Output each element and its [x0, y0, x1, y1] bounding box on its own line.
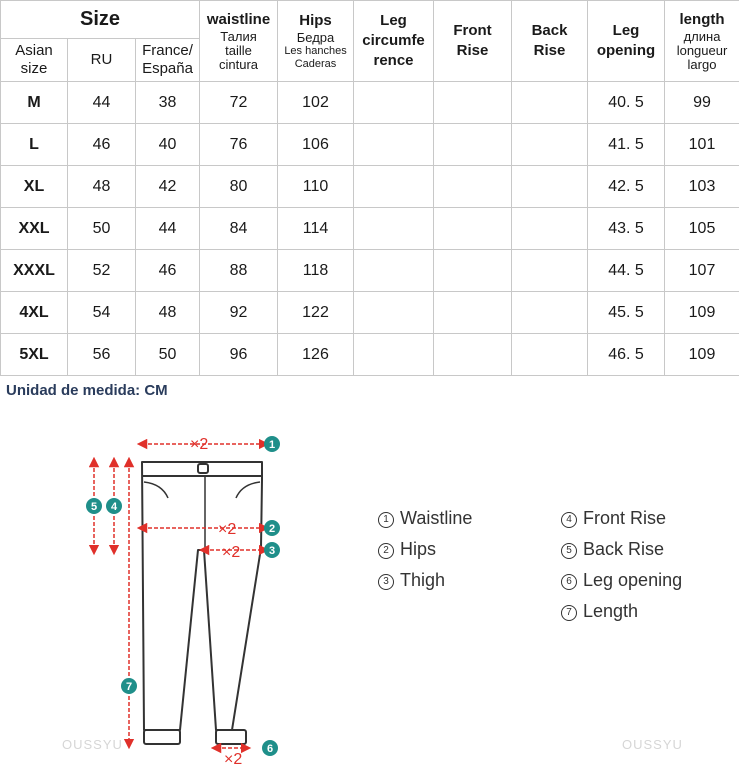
front-rise-line1: Front — [453, 22, 492, 39]
cell-length: 107 — [665, 250, 739, 292]
cell-length: 109 — [665, 334, 739, 376]
legend-item — [561, 601, 638, 622]
cell-hips: 122 — [278, 292, 354, 334]
legend-label: Front Rise — [583, 508, 667, 528]
cell-eu: 50 — [136, 334, 200, 376]
header-row-1 — [1, 1, 739, 39]
legend-number: 6 — [561, 574, 577, 590]
legend-label: Back Rise — [583, 539, 665, 559]
waistline-header — [200, 1, 278, 82]
waistline-title: waistline — [206, 11, 271, 28]
cell-front-rise — [434, 334, 512, 376]
svg-text:1: 1 — [268, 439, 276, 451]
left-pocket — [144, 482, 168, 498]
cell-waist: 92 — [200, 292, 278, 334]
cell-leg-opening: 40. 5 — [588, 82, 665, 124]
leg-circ-line1: Leg — [380, 12, 407, 29]
cell-waist: 84 — [200, 208, 278, 250]
watermark-left: OUSSYU — [62, 737, 123, 752]
cell-ru: 54 — [68, 292, 136, 334]
france-espana-header — [136, 39, 200, 82]
cell-eu: 44 — [136, 208, 200, 250]
cell-hips: 110 — [278, 166, 354, 208]
cell-leg-opening: 44. 5 — [588, 250, 665, 292]
legend-number: 3 — [378, 574, 394, 590]
legend-label: Length — [583, 601, 639, 621]
table-row — [1, 250, 739, 292]
size-cell: 5XL — [1, 334, 68, 376]
legend-item — [561, 570, 682, 591]
legend-item — [561, 508, 666, 529]
leg-opening-line2: opening — [596, 42, 656, 59]
cell-leg-circ — [354, 124, 434, 166]
svg-text:2: 2 — [268, 523, 276, 535]
cell-leg-opening: 46. 5 — [588, 334, 665, 376]
leg-circumference-header — [354, 1, 434, 82]
cell-hips: 106 — [278, 124, 354, 166]
watermark-right: OUSSYU — [622, 737, 683, 752]
back-rise-line2: Rise — [533, 42, 566, 59]
marker-4 — [106, 498, 122, 514]
cell-ru: 52 — [68, 250, 136, 292]
cell-front-rise — [434, 124, 512, 166]
waistline-sub-fr: taille — [225, 43, 252, 58]
cell-leg-opening: 42. 5 — [588, 166, 665, 208]
front-rise-header — [434, 1, 512, 82]
size-header: Size — [1, 1, 200, 39]
length-header — [665, 1, 739, 82]
leg-opening-line1: Leg — [612, 22, 640, 39]
back-rise-line1: Back — [531, 22, 568, 39]
cell-hips: 126 — [278, 334, 354, 376]
cell-ru: 46 — [68, 124, 136, 166]
hips-sub-es: Caderas — [294, 58, 337, 70]
svg-text:3: 3 — [268, 545, 276, 557]
hips-title: Hips — [299, 12, 332, 29]
espana-line: España — [142, 60, 193, 77]
svg-text:6: 6 — [266, 743, 274, 755]
svg-text:7: 7 — [125, 681, 133, 693]
cell-length: 105 — [665, 208, 739, 250]
asian-size-line2: size — [20, 60, 48, 77]
legend-label: Hips — [400, 539, 437, 559]
cell-back-rise — [512, 82, 588, 124]
cell-leg-circ — [354, 166, 434, 208]
legend-number: 5 — [561, 543, 577, 559]
cell-length: 101 — [665, 124, 739, 166]
legend-item — [378, 570, 445, 591]
length-sub-ru: длина — [683, 29, 721, 44]
cell-length: 109 — [665, 292, 739, 334]
cell-back-rise — [512, 292, 588, 334]
size-cell: M — [1, 82, 68, 124]
table-row — [1, 82, 739, 124]
cell-waist: 76 — [200, 124, 278, 166]
cell-eu: 46 — [136, 250, 200, 292]
legend-number: 7 — [561, 605, 577, 621]
pants-outline — [142, 462, 262, 744]
cell-length: 103 — [665, 166, 739, 208]
cell-leg-circ — [354, 334, 434, 376]
legend-label: Waistline — [400, 508, 473, 528]
cell-leg-circ — [354, 250, 434, 292]
cell-ru: 44 — [68, 82, 136, 124]
length-title: length — [679, 11, 725, 28]
size-cell: L — [1, 124, 68, 166]
cell-leg-opening: 45. 5 — [588, 292, 665, 334]
cell-leg-opening: 41. 5 — [588, 124, 665, 166]
table-row — [1, 124, 739, 166]
waistline-sub-ru: Талия — [220, 29, 257, 44]
legend-number: 2 — [378, 543, 394, 559]
pants-silhouette — [142, 462, 262, 730]
right-cuff — [216, 730, 246, 744]
measurement-lines — [94, 444, 264, 748]
cell-leg-opening: 43. 5 — [588, 208, 665, 250]
cell-eu: 38 — [136, 82, 200, 124]
cell-front-rise — [434, 82, 512, 124]
cell-front-rise — [434, 208, 512, 250]
leg-opening-multiplier: ×2 — [224, 751, 243, 768]
length-sub-es: largo — [687, 57, 717, 72]
legend-label: Thigh — [400, 570, 446, 590]
unit-note: Unidad de medida: CM — [6, 382, 168, 399]
table-row — [1, 292, 739, 334]
cell-ru: 50 — [68, 208, 136, 250]
table-row — [1, 208, 739, 250]
legend-label: Leg opening — [583, 570, 683, 590]
size-cell: XXXL — [1, 250, 68, 292]
size-chart-table — [0, 0, 739, 376]
back-rise-header — [512, 1, 588, 82]
marker-3 — [264, 542, 280, 558]
legend-item — [378, 508, 472, 529]
thigh-multiplier: ×2 — [222, 544, 241, 561]
size-cell: XXL — [1, 208, 68, 250]
cell-leg-circ — [354, 292, 434, 334]
cell-waist: 72 — [200, 82, 278, 124]
front-rise-line2: Rise — [456, 42, 489, 59]
table-row — [1, 334, 739, 376]
ru-header: RU — [68, 39, 136, 82]
waistline-multiplier: ×2 — [190, 436, 209, 453]
leg-circ-line3: rence — [373, 52, 414, 69]
cell-hips: 114 — [278, 208, 354, 250]
legend-item — [378, 539, 436, 560]
svg-text:4: 4 — [110, 501, 118, 513]
cell-back-rise — [512, 334, 588, 376]
legend-number: 1 — [378, 512, 394, 528]
asian-size-line1: Asian — [15, 42, 53, 59]
marker-2 — [264, 520, 280, 536]
cell-hips: 118 — [278, 250, 354, 292]
button-icon — [198, 464, 208, 473]
cell-back-rise — [512, 124, 588, 166]
hips-sub-fr: Les hanches — [284, 45, 347, 57]
cell-leg-circ — [354, 82, 434, 124]
waistline-sub-es: cintura — [219, 57, 259, 72]
marker-7 — [121, 678, 137, 694]
cell-length: 99 — [665, 82, 739, 124]
hips-header — [278, 1, 354, 82]
leg-opening-header — [588, 1, 665, 82]
cell-back-rise — [512, 208, 588, 250]
cell-back-rise — [512, 166, 588, 208]
cell-back-rise — [512, 250, 588, 292]
cell-waist: 88 — [200, 250, 278, 292]
cell-hips: 102 — [278, 82, 354, 124]
cell-front-rise — [434, 166, 512, 208]
length-sub-fr: longueur — [676, 43, 728, 58]
right-pocket — [236, 482, 260, 498]
left-cuff — [144, 730, 180, 744]
size-cell: 4XL — [1, 292, 68, 334]
table-row — [1, 166, 739, 208]
cell-front-rise — [434, 292, 512, 334]
hips-sub-ru: Бедра — [296, 30, 335, 45]
cell-waist: 80 — [200, 166, 278, 208]
cell-eu: 40 — [136, 124, 200, 166]
leg-circ-line2: circumfe — [362, 32, 425, 49]
cell-ru: 56 — [68, 334, 136, 376]
cell-leg-circ — [354, 208, 434, 250]
cell-waist: 96 — [200, 334, 278, 376]
legend-item — [561, 539, 664, 560]
marker-5 — [86, 498, 102, 514]
france-line: France/ — [142, 42, 193, 59]
asian-size-header — [1, 39, 68, 82]
cell-front-rise — [434, 250, 512, 292]
cell-eu: 48 — [136, 292, 200, 334]
marker-6 — [262, 740, 278, 756]
svg-text:5: 5 — [90, 501, 98, 513]
cell-ru: 48 — [68, 166, 136, 208]
cell-eu: 42 — [136, 166, 200, 208]
marker-1 — [264, 436, 280, 452]
table-body — [1, 82, 739, 376]
legend-number: 4 — [561, 512, 577, 528]
size-cell: XL — [1, 166, 68, 208]
hips-multiplier: ×2 — [218, 521, 237, 538]
